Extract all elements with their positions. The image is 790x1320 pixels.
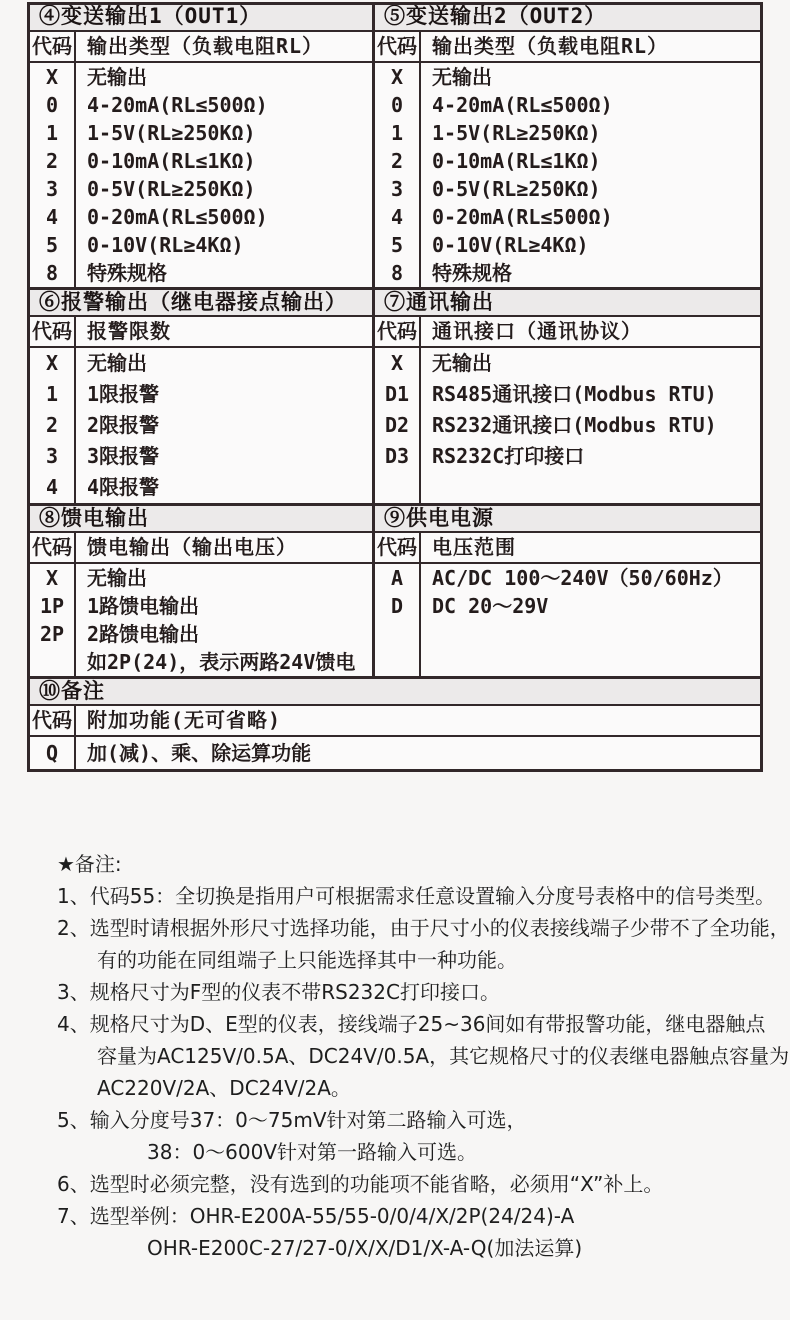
value-cell: 2限报警 bbox=[87, 413, 160, 437]
section-alarm-body bbox=[30, 348, 372, 503]
section-feed-body bbox=[30, 564, 372, 676]
table-row bbox=[375, 592, 760, 620]
table-row bbox=[375, 119, 760, 147]
table-row bbox=[30, 147, 372, 175]
section-power-body bbox=[375, 564, 760, 676]
value-cell: 0-20mA(RL≤500Ω) bbox=[432, 205, 613, 229]
section-out1-body bbox=[30, 63, 372, 287]
value-cell: 4-20mA(RL≤500Ω) bbox=[87, 93, 268, 117]
code-header-cell: 代码 bbox=[375, 317, 421, 346]
table-row bbox=[30, 91, 372, 119]
section-power bbox=[375, 503, 760, 676]
section-remark bbox=[30, 676, 760, 769]
footnotes-block bbox=[57, 848, 790, 1264]
code-header-cell: 代码 bbox=[375, 533, 421, 562]
code-cell: 2 bbox=[30, 147, 76, 175]
value-cell: DC 20～29V bbox=[432, 594, 549, 618]
value-cell: 3限报警 bbox=[87, 444, 160, 468]
column-header-row bbox=[375, 533, 760, 564]
section-out2 bbox=[375, 5, 760, 287]
section-alarm-title: ⑥报警输出（继电器接点输出） bbox=[30, 287, 372, 317]
value-cell: RS232C打印接口 bbox=[432, 444, 585, 468]
code-cell: 2 bbox=[375, 147, 421, 175]
table-row bbox=[30, 648, 372, 676]
code-header-cell: 代码 bbox=[30, 317, 76, 346]
code-cell: D1 bbox=[375, 379, 421, 410]
code-cell: 4 bbox=[375, 203, 421, 231]
value-cell: 加(减)、乘、除运算功能 bbox=[87, 741, 312, 765]
section-out2-title: ⑤变送输出2（OUT2） bbox=[375, 5, 760, 32]
table-row bbox=[375, 441, 760, 472]
code-cell: 3 bbox=[30, 441, 76, 472]
value-cell: 0-10V(RL≥4KΩ) bbox=[432, 233, 589, 257]
note-line: 6、选型时必须完整，没有选到的功能项不能省略，必须用“X”补上。 bbox=[57, 1172, 664, 1196]
desc-header-cell: 输出类型（负载电阻RL） bbox=[432, 34, 669, 58]
code-header-cell: 代码 bbox=[30, 706, 76, 735]
column-header-row bbox=[30, 533, 372, 564]
value-cell: 4-20mA(RL≤500Ω) bbox=[432, 93, 613, 117]
note-line: 4、规格尺寸为D、E型的仪表，接线端子25~36间如有带报警功能，继电器触点 bbox=[57, 1012, 766, 1036]
note-line: 1、代码55：全切换是指用户可根据需求任意设置输入分度号表格中的信号类型。 bbox=[57, 884, 776, 908]
table-row bbox=[30, 203, 372, 231]
section-remark-title: ⑩备注 bbox=[30, 676, 760, 706]
code-cell: X bbox=[30, 348, 76, 379]
code-cell: X bbox=[30, 564, 76, 592]
value-cell bbox=[421, 620, 760, 676]
section-power-title: ⑨供电电源 bbox=[375, 503, 760, 533]
table-row bbox=[375, 203, 760, 231]
table-row bbox=[30, 592, 372, 620]
table-row bbox=[375, 379, 760, 410]
desc-header-cell: 报警限数 bbox=[87, 319, 171, 343]
note-line: 38：0～600V针对第一路输入可选。 bbox=[147, 1140, 478, 1164]
value-cell: 1限报警 bbox=[87, 382, 160, 406]
value-cell: 无输出 bbox=[87, 566, 147, 590]
code-cell: 0 bbox=[30, 91, 76, 119]
table-row bbox=[375, 564, 760, 592]
code-cell bbox=[375, 620, 421, 676]
table-row bbox=[30, 472, 372, 503]
value-cell: 无输出 bbox=[87, 65, 147, 89]
section-pair-out1-out2 bbox=[30, 5, 760, 287]
desc-header-cell: 附加功能(无可省略) bbox=[87, 708, 282, 732]
code-cell: X bbox=[375, 63, 421, 91]
code-cell: D3 bbox=[375, 441, 421, 472]
table-row bbox=[30, 231, 372, 259]
section-comm-body bbox=[375, 348, 760, 503]
table-row-filler bbox=[375, 620, 760, 676]
value-cell: RS485通讯接口(Modbus RTU) bbox=[432, 382, 717, 406]
code-cell: 3 bbox=[30, 175, 76, 203]
table-row bbox=[30, 259, 372, 287]
code-cell: 4 bbox=[30, 472, 76, 503]
value-cell: 0-20mA(RL≤500Ω) bbox=[87, 205, 268, 229]
code-cell: 2P bbox=[30, 620, 76, 648]
value-cell: 1-5V(RL≥250KΩ) bbox=[432, 121, 601, 145]
note-line: 7、选型举例：OHR-E200A-55/55-0/0/4/X/2P(24/24)-A bbox=[57, 1204, 575, 1228]
code-cell: A bbox=[375, 564, 421, 592]
value-cell: 无输出 bbox=[87, 351, 147, 375]
table-row bbox=[375, 147, 760, 175]
value-cell: 0-10mA(RL≤1KΩ) bbox=[87, 149, 256, 173]
section-remark-body bbox=[30, 737, 760, 769]
table-row bbox=[30, 410, 372, 441]
value-cell: 0-5V(RL≥250KΩ) bbox=[432, 177, 601, 201]
code-header-cell: 代码 bbox=[30, 32, 76, 61]
value-cell: 0-5V(RL≥250KΩ) bbox=[87, 177, 256, 201]
value-cell: 2路馈电输出 bbox=[87, 622, 200, 646]
code-cell: D bbox=[375, 592, 421, 620]
code-cell: 8 bbox=[30, 259, 76, 287]
code-cell: 1 bbox=[375, 119, 421, 147]
table-row bbox=[375, 91, 760, 119]
table-row bbox=[375, 259, 760, 287]
table-row bbox=[375, 348, 760, 379]
code-cell: 4 bbox=[30, 203, 76, 231]
value-cell: 1路馈电输出 bbox=[87, 594, 200, 618]
section-feed bbox=[30, 503, 375, 676]
code-cell: 1 bbox=[30, 119, 76, 147]
code-cell: 1 bbox=[30, 379, 76, 410]
table-row bbox=[375, 175, 760, 203]
column-header-row bbox=[30, 32, 372, 63]
code-header-cell: 代码 bbox=[30, 533, 76, 562]
value-cell: 如2P(24)，表示两路24V馈电 bbox=[87, 650, 356, 674]
table-row bbox=[30, 441, 372, 472]
value-cell: AC/DC 100～240V（50/60Hz） bbox=[432, 566, 733, 590]
code-cell: 5 bbox=[375, 231, 421, 259]
column-header-row bbox=[375, 32, 760, 63]
section-pair-feed-power bbox=[30, 503, 760, 676]
code-cell: 3 bbox=[375, 175, 421, 203]
code-cell: 0 bbox=[375, 91, 421, 119]
code-cell: Q bbox=[30, 737, 76, 769]
table-row bbox=[30, 564, 372, 592]
section-pair-alarm-comm bbox=[30, 287, 760, 503]
desc-header-cell: 输出类型（负载电阻RL） bbox=[87, 34, 324, 58]
value-cell: 0-10mA(RL≤1KΩ) bbox=[432, 149, 601, 173]
code-cell bbox=[375, 472, 421, 503]
table-row bbox=[375, 410, 760, 441]
section-comm-title: ⑦通讯输出 bbox=[375, 287, 760, 317]
value-cell: 1-5V(RL≥250KΩ) bbox=[87, 121, 256, 145]
code-cell: 1P bbox=[30, 592, 76, 620]
table-row bbox=[375, 231, 760, 259]
value-cell: 特殊规格 bbox=[87, 261, 167, 285]
note-line: OHR-E200C-27/27-0/X/X/D1/X-A-Q(加法运算) bbox=[147, 1236, 583, 1260]
table-row-filler bbox=[375, 472, 760, 503]
value-cell: 特殊规格 bbox=[432, 261, 512, 285]
note-line: 2、选型时请根据外形尺寸选择功能，由于尺寸小的仪表接线端子少带不了全功能， bbox=[57, 916, 790, 940]
table-row bbox=[30, 63, 372, 91]
value-cell bbox=[421, 472, 760, 503]
section-feed-title: ⑧馈电输出 bbox=[30, 503, 372, 533]
code-header-cell: 代码 bbox=[375, 32, 421, 61]
code-cell: X bbox=[30, 63, 76, 91]
note-line: 3、规格尺寸为F型的仪表不带RS232C打印接口。 bbox=[57, 980, 500, 1004]
section-out1 bbox=[30, 5, 375, 287]
code-cell: D2 bbox=[375, 410, 421, 441]
table-row bbox=[30, 348, 372, 379]
column-header-row bbox=[30, 317, 372, 348]
code-cell: 2 bbox=[30, 410, 76, 441]
table-row bbox=[30, 620, 372, 648]
table-row bbox=[30, 737, 760, 769]
code-cell bbox=[30, 648, 76, 676]
value-cell: 无输出 bbox=[432, 65, 492, 89]
note-line: 5、输入分度号37：0～75mV针对第二路输入可选， bbox=[57, 1108, 527, 1132]
footnotes-title: ★备注: bbox=[57, 852, 122, 876]
note-line: 有的功能在同组端子上只能选择其中一种功能。 bbox=[97, 948, 517, 972]
column-header-row bbox=[30, 706, 760, 737]
value-cell: 4限报警 bbox=[87, 475, 160, 499]
code-cell: 5 bbox=[30, 231, 76, 259]
section-comm bbox=[375, 287, 760, 503]
note-line: 容量为AC125V/0.5A、DC24V/0.5A，其它规格尺寸的仪表继电器触点容量为 bbox=[97, 1044, 790, 1068]
code-cell: X bbox=[375, 348, 421, 379]
value-cell: 无输出 bbox=[432, 351, 492, 375]
value-cell: 0-10V(RL≥4KΩ) bbox=[87, 233, 244, 257]
section-alarm bbox=[30, 287, 375, 503]
note-line: AC220V/2A、DC24V/2A。 bbox=[97, 1076, 351, 1100]
table-row bbox=[375, 63, 760, 91]
table-row bbox=[30, 379, 372, 410]
code-cell: 8 bbox=[375, 259, 421, 287]
section-out2-body bbox=[375, 63, 760, 287]
desc-header-cell: 电压范围 bbox=[432, 535, 516, 559]
column-header-row bbox=[375, 317, 760, 348]
value-cell: RS232通讯接口(Modbus RTU) bbox=[432, 413, 717, 437]
selection-table bbox=[27, 2, 763, 772]
section-out1-title: ④变送输出1（OUT1） bbox=[30, 5, 372, 32]
desc-header-cell: 通讯接口（通讯协议） bbox=[432, 319, 642, 343]
desc-header-cell: 馈电输出（输出电压） bbox=[87, 535, 297, 559]
table-row bbox=[30, 175, 372, 203]
table-row bbox=[30, 119, 372, 147]
